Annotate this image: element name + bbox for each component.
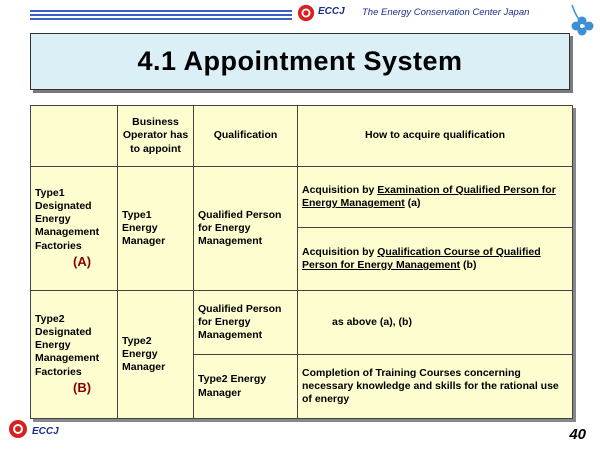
appointment-table — [30, 105, 573, 419]
organization-name: The Energy Conservation Center Japan — [362, 7, 530, 18]
type1-acq-b-prefix: Acquisition by — [302, 245, 378, 258]
type1-factory-cell — [31, 167, 118, 291]
header-business-operator: Business Operator has to appoint — [118, 106, 194, 167]
type2-acquisition-2: Completion of Training Courses concerning necessary knowledge and skills for the rational use of energy — [298, 355, 573, 419]
header-logo-text: ECCJ — [318, 6, 345, 17]
footer-eccj-logo-icon — [8, 419, 28, 439]
header-how-to-acquire: How to acquire qualification — [298, 106, 573, 167]
header-rule-lines — [30, 10, 292, 20]
title-banner — [30, 33, 570, 90]
type2-qualification-1: Qualified Person for Energy Management — [194, 291, 298, 355]
type1-acq-b-suffix: (b) — [460, 259, 477, 271]
page-number: 40 — [569, 426, 586, 443]
header-cell-empty — [31, 106, 118, 167]
type2-row-a — [31, 291, 573, 355]
type2-acquisition-1: as above (a), (b) — [298, 291, 573, 355]
type1-marker: (A) — [73, 253, 92, 269]
clover-logo-icon — [566, 3, 596, 39]
header-row — [31, 106, 573, 167]
eccj-logo-icon — [297, 4, 315, 22]
type1-acq-a-prefix: Acquisition by — [302, 183, 378, 196]
type2-marker: (B) — [73, 379, 92, 395]
footer-logo-text: ECCJ — [32, 426, 59, 437]
type1-qualification: Qualified Person for Energy Management — [194, 167, 298, 291]
type1-manager: Type1 Energy Manager — [118, 167, 194, 291]
type1-row-a — [31, 167, 573, 228]
type2-factory-cell — [31, 291, 118, 419]
type2-manager: Type2 Energy Manager — [118, 291, 194, 419]
type1-acquisition-a — [298, 167, 573, 228]
type1-factory-label: Type1 Designated Energy Management Factories — [35, 187, 100, 252]
qualification-course-link[interactable]: Qualification Course of Qualified Person for Energy Management — [302, 245, 541, 271]
examination-link[interactable]: Examination of Qualified Person for Energy Management — [302, 183, 556, 209]
type2-qualification-2: Type2 Energy Manager — [194, 355, 298, 419]
page-title: 4.1 Appointment System — [137, 46, 463, 76]
header-qualification: Qualification — [194, 106, 298, 167]
type1-acquisition-b — [298, 228, 573, 291]
type1-acq-a-suffix: (a) — [404, 197, 421, 209]
type2-factory-label: Type2 Designated Energy Management Factories — [35, 313, 100, 378]
